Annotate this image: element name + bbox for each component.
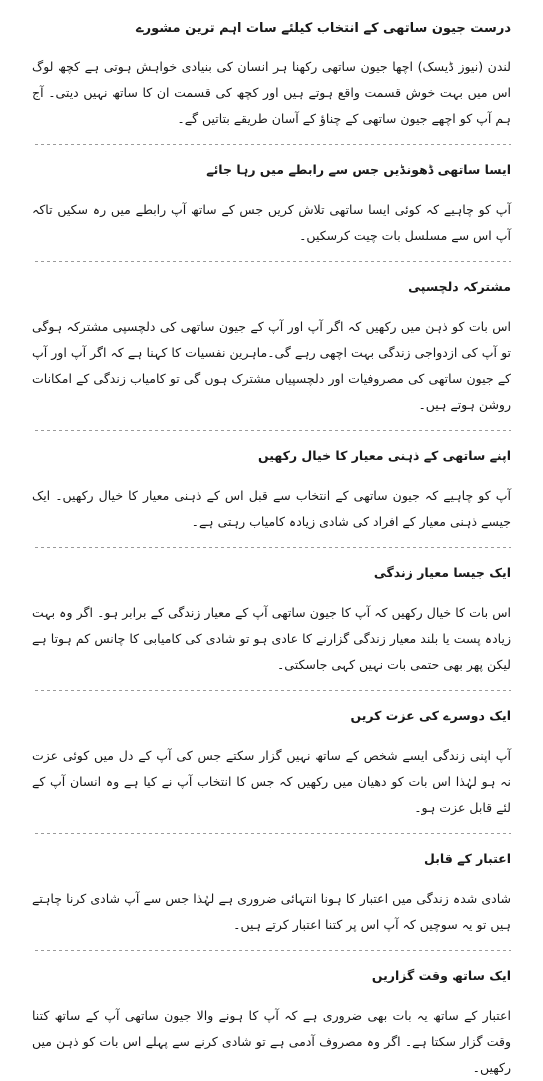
section-heading: مشترکہ دلچسپی xyxy=(408,279,511,294)
section-paragraph: آپ اپنی زندگی ایسے شخص کے ساتھ نہیں گزار سکتے جس کی آپ کے دل میں کوئی عزت نہ ہو لہٰذا اس بات کو دھیان میں رکھیں کہ جس کا انتخاب آپ نے کیا ہے وہ انسان آپ کے لئے قابل عزت ہو۔ xyxy=(32,748,511,815)
article-title: درست جیون ساتھی کے انتخاب کیلئے سات اہم ترین مشورے xyxy=(136,21,511,36)
article-section xyxy=(32,965,511,1081)
article-section xyxy=(32,848,511,951)
section-heading: ایسا ساتھی ڈھونڈیں جس سے رابطے میں رہا جائے xyxy=(206,162,511,177)
section-paragraph: اعتبار کے ساتھ یہ بات بھی ضروری ہے کہ آپ کا ہونے والا جیون ساتھی آپ کے ساتھ کتنا وقت گزار سکتا ہے۔ اگر وہ مصروف آدمی ہے تو شادی کرنے سے پہلے اس بات کو ذہن میں رکھیں۔ xyxy=(32,1008,511,1075)
section-divider xyxy=(32,690,511,691)
section-divider xyxy=(32,547,511,548)
section-heading: ایک ساتھ وقت گزاریں xyxy=(371,968,511,983)
section-heading: ایک دوسرے کی عزت کریں xyxy=(350,708,511,723)
section-heading: اعتبار کے قابل xyxy=(424,851,511,866)
section-paragraph: شادی شدہ زندگی میں اعتبار کا ہونا انتہائی ضروری ہے لہٰذا جس سے آپ شادی کرنا چاہتے ہیں تو یہ سوچیں کہ آپ اس پر کتنا اعتبار کرتے ہیں۔ xyxy=(32,891,511,932)
article-section xyxy=(32,445,511,548)
article-section xyxy=(32,276,511,431)
section-paragraph: اس بات کا خیال رکھیں کہ آپ کا جیون ساتھی آپ کے معیار زندگی کے برابر ہو۔ اگر وہ بہت زیادہ پست یا بلند معیار زندگی گزارنے کا عادی ہو تو شادی کی کامیابی کا چانس کم ہوتا ہے لیکن پھر بھی حتمی بات نہیں کہی جاسکتی۔ xyxy=(32,605,511,672)
section-divider xyxy=(32,833,511,834)
section-divider xyxy=(32,261,511,262)
section-paragraph: آپ کو چاہیے کہ جیون ساتھی کے انتخاب سے قبل اس کے ذہنی معیار کا خیال رکھیں۔ ایک جیسے ذہنی معیار کے افراد کی شادی زیادہ کامیاب رہتی ہے۔ xyxy=(32,488,511,529)
section-paragraph: اس بات کو ذہن میں رکھیں کہ اگر آپ اور آپ کے جیون ساتھی کی دلچسپی مشترکہ ہوگی تو آپ کی ازدواجی زندگی بہت اچھی رہے گی۔ماہرین نفسیات کا کہنا ہے کہ اگر آپ اور آپ کے جیون ساتھی کی مصروفیات اور دلچسپیاں مشترک ہوں گی تو کامیاب زندگی کے امکانات روشن ہوتے ہیں۔ xyxy=(32,319,511,412)
article-section xyxy=(32,159,511,262)
section-divider xyxy=(32,144,511,145)
section-paragraph: آپ کو چاہیے کہ کوئی ایسا ساتھی تلاش کریں جس کے ساتھ آپ رابطے میں رہ سکیں تاکہ آپ اس سے مسلسل بات چیت کرسکیں۔ xyxy=(32,202,511,243)
section-heading: ایک جیسا معیار زندگی xyxy=(373,565,511,580)
intro-paragraph: لندن (نیوز ڈیسک) اچھا جیون ساتھی رکھنا ہر انسان کی بنیادی خواہش ہوتی ہے کچھ لوگ اس میں بہت خوش قسمت واقع ہوتے ہیں اور کچھ کی قسمت ان کا ساتھ نہیں دیتی۔ آج ہم آپ کو اچھے جیون ساتھی کے چناؤ کے آسان طریقے بتاتیں گے۔ xyxy=(32,59,511,126)
section-heading: اپنے ساتھی کے ذہنی معیار کا خیال رکھیں xyxy=(258,448,511,463)
section-divider xyxy=(32,950,511,951)
article-section xyxy=(32,705,511,834)
article-section xyxy=(32,562,511,691)
section-divider xyxy=(32,430,511,431)
